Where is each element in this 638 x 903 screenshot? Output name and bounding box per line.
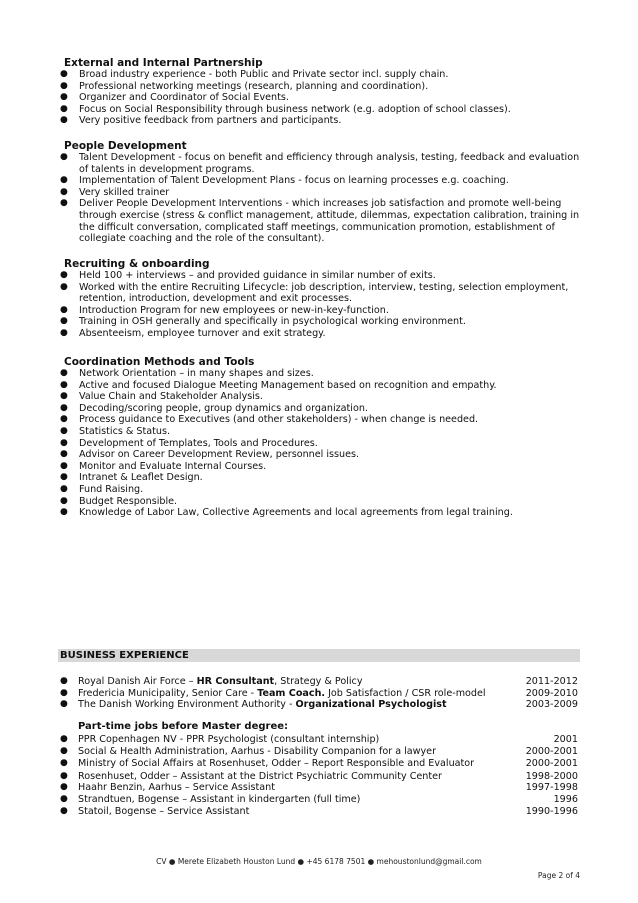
job-text: Strandtuen, Bogense – Assistant in kindergarten (full time): [78, 793, 361, 805]
list-item: ● Fund Raising.: [60, 483, 144, 495]
job-row: [60, 771, 578, 783]
job-text: Ministry of Social Affairs at Rosenhuset, Odder – Report Responsible and Evaluator: [78, 758, 475, 770]
section-coordination-methods: [60, 356, 584, 519]
list-item: ● Network Orientation – in many shapes and sizes.: [60, 368, 314, 379]
job-detail: , Strategy & Policy: [274, 676, 363, 687]
bullet-icon: ●: [60, 186, 68, 197]
job-years: 2000-2001: [525, 745, 578, 757]
job-row: [60, 699, 578, 711]
bullet-icon: ●: [60, 103, 68, 114]
list-item: ● Advisor on Career Development Review, personnel issues.: [60, 449, 360, 461]
bullet-icon: ●: [60, 495, 68, 506]
bullet-icon: ●: [60, 472, 68, 483]
list-item: ● Implementation of Talent Development Plans - focus on learning processes e.g. coaching.: [60, 175, 509, 187]
list-item: ● Value Chain and Stakeholder Analysis.: [60, 391, 263, 403]
bullet-icon: ●: [60, 805, 68, 816]
job-row: [60, 734, 578, 746]
bullet-icon: ●: [60, 368, 68, 378]
list-item: ● Absenteeism, employee turnover and exit strategy.: [60, 327, 326, 339]
list-item: ● Deliver People Development Interventions - which increases job satisfaction and promote well-being through exercise (stress & conflict management, attitude, dilemmas, expectation calibration, training in the difficult conversation, complicated staff meetings, communication promotion, establishment of collegiate coaching and the role of the consultant).: [60, 198, 580, 245]
list-item: ● Talent Development - focus on benefit and efficiency through analysis, testing, feedback and evaluation of talents in development programs.: [60, 152, 580, 175]
list-item: ● Development of Templates, Tools and Procedures.: [60, 437, 318, 449]
bullet-icon: ●: [60, 437, 68, 448]
job-years: 2011-2012: [525, 676, 578, 687]
list-item: ● Statistics & Status.: [60, 425, 171, 437]
list-item: ● Budget Responsible.: [60, 495, 178, 507]
bullet-icon: ●: [60, 379, 68, 390]
list-item: ● Training in OSH generally and specifically in psychological working environment.: [60, 316, 466, 328]
bullet-icon: ●: [60, 414, 68, 425]
job-row: [60, 676, 578, 688]
bullet-icon: ●: [60, 507, 68, 518]
job-text: Social & Health Administration, Aarhus - Disability Companion for a lawyer: [78, 745, 437, 757]
job-years: 1996: [553, 793, 578, 805]
bullet-icon: ●: [60, 270, 68, 280]
section-people-development: [60, 140, 584, 245]
list-item: ● Introduction Program for new employees or new-in-key-function.: [60, 304, 389, 316]
list-item: ● Process guidance to Executives (and other stakeholders) - when change is needed.: [60, 414, 479, 426]
job-title: HR Consultant: [196, 676, 275, 687]
list-item: ● Held 100 + interviews – and provided guidance in similar number of exits.: [60, 270, 436, 281]
list-item: ● Monitor and Evaluate Internal Courses.: [60, 460, 267, 472]
bullet-icon: ●: [60, 402, 68, 413]
section-title: Recruiting & onboarding: [64, 258, 210, 270]
list-item: ● Broad industry experience - both Public and Private sector incl. supply chain.: [60, 69, 449, 80]
list-item: ● Knowledge of Labor Law, Collective Agreements and local agreements from legal training.: [60, 507, 513, 519]
list-item: ● Decoding/scoring people, group dynamics and organization.: [60, 402, 368, 414]
job-row: [60, 746, 578, 758]
job-row: [60, 806, 578, 818]
section-title: Coordination Methods and Tools: [64, 356, 255, 368]
bullet-icon: ●: [60, 80, 68, 91]
bullet-icon: ●: [60, 676, 68, 686]
bullet-icon: ●: [60, 770, 68, 781]
bullet-icon: ●: [60, 281, 68, 292]
bullet-icon: ●: [60, 782, 68, 793]
job-title: Team Coach.: [257, 687, 326, 699]
bullet-icon: ●: [60, 699, 68, 710]
bullet-icon: ●: [60, 793, 68, 804]
bullet-icon: ●: [60, 304, 68, 315]
job-row: [60, 688, 578, 700]
bullet-icon: ●: [60, 115, 68, 126]
job-years: 1997-1998: [525, 782, 578, 794]
job-row: [60, 782, 578, 794]
bullet-icon: ●: [60, 152, 68, 162]
bullet-icon: ●: [60, 198, 68, 209]
bullet-icon: ●: [60, 687, 68, 698]
bullet-icon: ●: [60, 175, 68, 186]
job-row: [60, 758, 578, 770]
bullet-icon: ●: [60, 69, 68, 79]
bullet-icon: ●: [60, 391, 68, 402]
bullet-icon: ●: [60, 758, 68, 769]
job-employer: Royal Danish Air Force –: [78, 676, 197, 687]
bullet-icon: ●: [60, 734, 68, 744]
job-years: 1998-2000: [525, 770, 578, 782]
job-text: PPR Copenhagen NV - PPR Psychologist (consultant internship): [78, 734, 380, 745]
list-item: ● Intranet & Leaflet Design.: [60, 472, 203, 484]
job-title: Organizational Psychologist: [295, 699, 447, 711]
section-title: People Development: [64, 140, 187, 152]
job-years: 2001: [553, 734, 578, 745]
section-external-partnership: [60, 57, 584, 127]
list-item: ● Professional networking meetings (research, planning and coordination).: [60, 80, 429, 92]
list-item: ● Active and focused Dialogue Meeting Management based on recognition and empathy.: [60, 379, 497, 391]
bullet-icon: ●: [60, 449, 68, 460]
page-number: Page 2 of 4: [537, 871, 580, 880]
job-detail: Job Satisfaction / CSR role-model: [325, 687, 486, 699]
job-employer: The Danish Working Environment Authority -: [78, 699, 296, 711]
main-jobs-list: [60, 676, 578, 711]
job-employer: Fredericia Municipality, Senior Care -: [78, 687, 258, 699]
bullet-icon: ●: [60, 745, 68, 756]
job-years: 2003-2009: [525, 699, 578, 711]
list-item: ● Worked with the entire Recruiting Lifecycle: job description, interview, testing, selection employment, retention, introduction, development and exit processes.: [60, 281, 569, 305]
business-experience-header: BUSINESS EXPERIENCE: [58, 649, 580, 662]
list-item: ● Very positive feedback from partners and participants.: [60, 115, 342, 127]
bullet-icon: ●: [60, 316, 68, 327]
bullet-icon: ●: [60, 460, 68, 471]
section-recruiting: [60, 258, 584, 340]
job-text: Rosenhuset, Odder – Assistant at the District Psychiatric Community Center: [78, 770, 442, 782]
footer-contact: CV ● Merete Elizabeth Houston Lund ● +45 6178 7501 ● mehoustonlund@gmail.com: [156, 857, 482, 866]
list-item: ● Focus on Social Responsibility through business network (e.g. adoption of school classes).: [60, 103, 511, 115]
bullet-icon: ●: [60, 92, 68, 103]
bullet-icon: ●: [60, 483, 68, 494]
list-item: ● Organizer and Coordinator of Social Events.: [60, 92, 289, 104]
parttime-jobs-list: [60, 734, 578, 817]
section-title: External and Internal Partnership: [64, 57, 263, 69]
parttime-title: Part-time jobs before Master degree:: [78, 721, 289, 732]
bullet-icon: ●: [60, 327, 68, 338]
job-years: 1990-1996: [525, 805, 578, 817]
list-item: ● Very skilled trainer: [60, 186, 170, 198]
job-years: 2009-2010: [525, 687, 578, 699]
job-text: Haahr Benzin, Aarhus – Service Assistant: [78, 782, 275, 794]
job-text: Statoil, Bogense – Service Assistant: [78, 805, 250, 817]
job-row: [60, 794, 578, 806]
bullet-icon: ●: [60, 425, 68, 436]
job-years: 2000-2001: [525, 758, 578, 770]
